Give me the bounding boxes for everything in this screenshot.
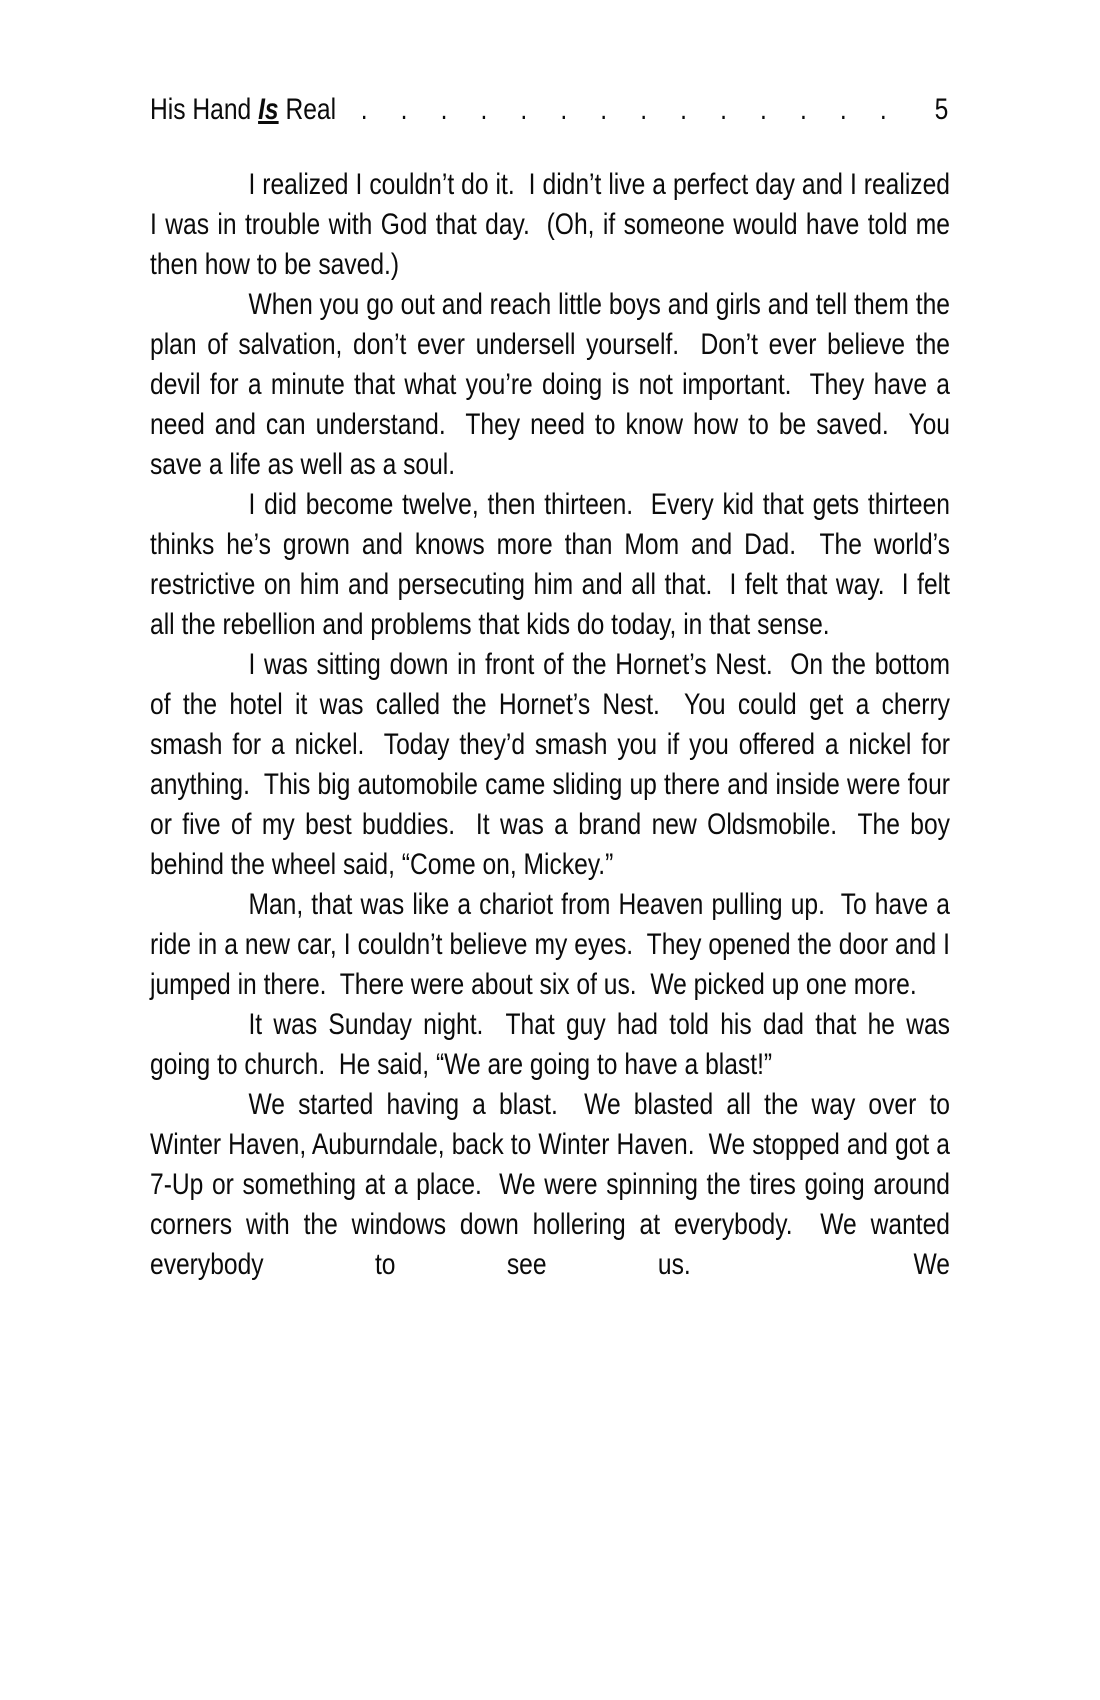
page-title-emphasis: Is [258,93,279,126]
paragraph: I was sitting down in front of the Hornet’s Nest. On the bottom of the hotel it was called the Hornet’s Nest. You could get a cherry smash for a nickel. Today they’d smash you if you offered a nickel for anything. This big automobile came sliding up there and inside were four or five of my best buddies. It was a brand new Oldsmobile. The boy behind the wheel said, “Come on, Mickey.” [150,648,957,881]
dot-leader: . . . . . . . . . . . . . . [360,93,888,126]
paragraph: When you go out and reach little boys and girls and tell them the plan of salvation, don’t ever undersell yourself. Don’t ever believe the devil for a minute that what you’re doing is not important. They have a need and can understand. They need to know how to be saved. You save a life as well as a soul. [150,288,957,481]
paragraph: Man, that was like a chariot from Heaven pulling up. To have a ride in a new car, I couldn’t believe my eyes. They opened the door and I jumped in there. There were about six of us. We picked up one more. [150,888,957,1001]
page-number: 5 [934,93,949,126]
paragraph: I realized I couldn’t do it. I didn’t live a perfect day and I realized I was in trouble with God that day. (Oh, if someone would have told me then how to be saved.) [150,168,957,281]
page-title-suffix: Real [278,93,337,126]
paragraph: It was Sunday night. That guy had told his dad that he was going to church. He said, “We are going to have a blast!” [150,1008,957,1081]
body-text [150,165,957,1285]
paragraph: We started having a blast. We blasted all the way over to Winter Haven, Auburndale, back to Winter Haven. We stopped and got a 7-Up or something at a place. We were spinning the tires going around corners with the windows down hollering at everybody. We wanted everybody to see us. We [150,1088,957,1281]
page-title-prefix: His Hand [150,93,259,126]
paragraph: I did become twelve, then thirteen. Every kid that gets thirteen thinks he’s grown and knows more than Mom and Dad. The world’s restrictive on him and persecuting him and all that. I felt that way. I felt all the rebellion and problems that kids do today, in that sense. [150,488,957,641]
text-block [150,90,957,1285]
page-title [150,90,336,130]
running-header [150,90,950,130]
